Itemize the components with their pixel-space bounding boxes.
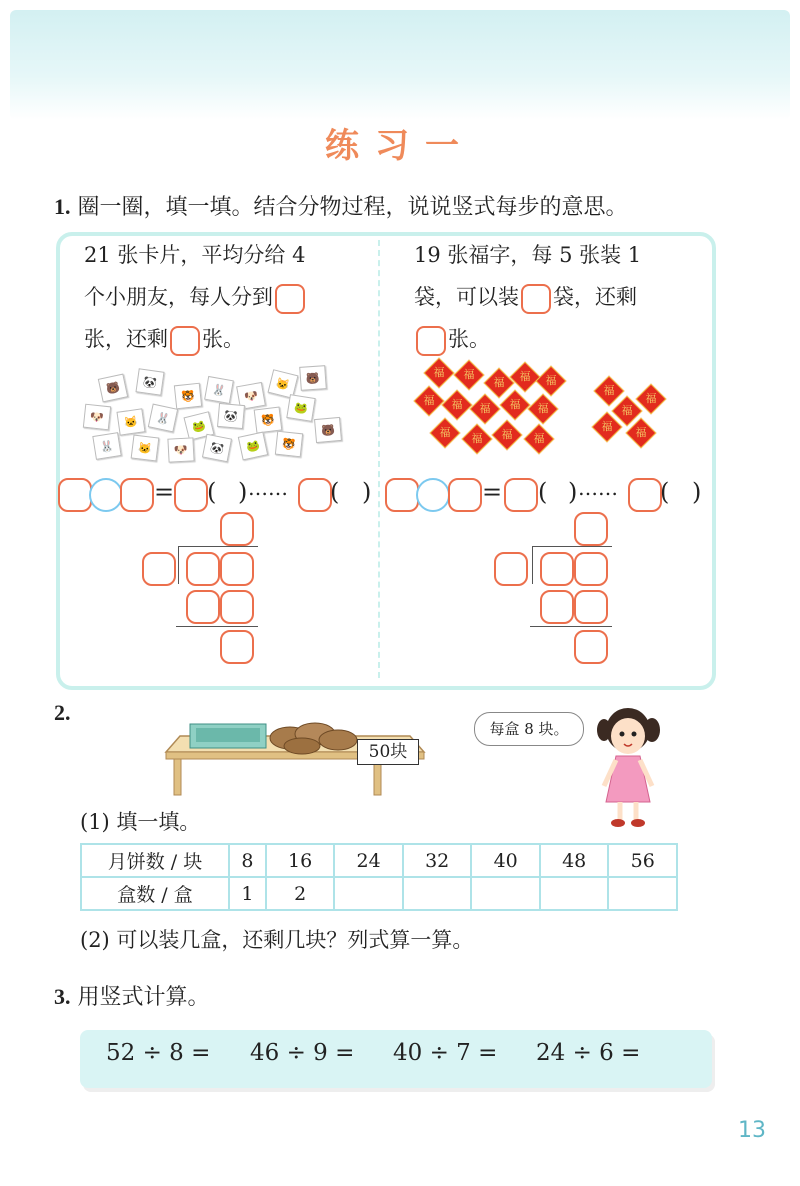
question-3-number: 3. — [54, 984, 71, 1009]
operator-circle[interactable] — [416, 478, 450, 512]
division-bracket — [532, 546, 533, 584]
paren-close: ) — [692, 478, 702, 506]
answer-box[interactable] — [574, 590, 608, 624]
question-2-sub2: (2) 可以装几盒，还剩几块？列式算一算。 — [80, 928, 474, 952]
paren-close: ) — [568, 478, 578, 506]
fu-card: 福 — [453, 359, 484, 390]
animal-card: 🐸 — [238, 432, 268, 461]
question-3-prompt: 用竖式计算。 — [77, 985, 210, 1010]
answer-box[interactable] — [220, 630, 254, 664]
girl-face — [611, 718, 645, 754]
table-cell[interactable]: 2 — [266, 877, 335, 910]
table-cell: 16 — [266, 844, 335, 877]
division-bracket — [178, 546, 179, 584]
table-cell[interactable] — [334, 877, 403, 910]
animal-card: 🐰 — [92, 432, 121, 460]
question-2-number: 2. — [54, 700, 71, 725]
answer-box[interactable] — [220, 590, 254, 624]
question-3-heading — [54, 980, 210, 1011]
mooncake-table — [80, 843, 678, 911]
girl-shoe — [631, 819, 645, 827]
animal-card: 🐯 — [174, 383, 202, 410]
table-cell: 8 — [229, 844, 266, 877]
fu-card: 福 — [535, 365, 566, 396]
table-cell: 56 — [608, 844, 677, 877]
page-number: 13 — [738, 1118, 766, 1143]
calc-expression: 40 ÷ 7 = — [393, 1040, 498, 1066]
animal-card: 🐻 — [314, 417, 342, 443]
answer-box[interactable] — [521, 284, 551, 314]
question-1-heading — [54, 190, 628, 221]
table-cell[interactable] — [403, 877, 472, 910]
table-row — [81, 877, 677, 910]
answer-box[interactable] — [448, 478, 482, 512]
page-title: 练习一 — [325, 126, 475, 166]
table-cell: 32 — [403, 844, 472, 877]
paren-close: ) — [238, 478, 248, 506]
remainder-dots: …… — [248, 476, 288, 500]
fu-card: 福 — [499, 389, 530, 420]
left-line-3 — [84, 318, 307, 360]
question-1-number: 1. — [54, 194, 71, 219]
girl-ponytail — [597, 719, 611, 741]
row-label-mooncakes: 月饼数 / 块 — [81, 844, 229, 877]
table-cell[interactable] — [540, 877, 609, 910]
animal-card: 🐶 — [83, 404, 111, 431]
fu-card: 福 — [469, 393, 500, 424]
answer-box[interactable] — [385, 478, 419, 512]
fu-card: 福 — [441, 389, 472, 420]
animal-card: 🐸 — [286, 394, 315, 422]
fu-card: 福 — [523, 423, 554, 454]
right-problem-text — [414, 234, 641, 360]
left-line-3-end: 张。 — [202, 327, 244, 351]
girl-ponytail — [644, 718, 660, 742]
fu-card: 福 — [625, 417, 656, 448]
left-line-2 — [84, 276, 307, 318]
girl-illustration — [590, 700, 670, 830]
animal-card: 🐼 — [217, 403, 245, 429]
right-line-2-text: 袋，可以装 — [414, 285, 519, 309]
animal-card: 🐯 — [275, 431, 303, 458]
animal-card: 🐸 — [183, 411, 214, 441]
table-cell[interactable] — [471, 877, 540, 910]
answer-box[interactable] — [174, 478, 208, 512]
answer-box[interactable] — [275, 284, 305, 314]
paren-open: ( — [538, 478, 548, 506]
fu-card: 福 — [491, 419, 522, 450]
question-2-heading — [54, 700, 71, 726]
header-band — [10, 10, 790, 120]
right-line-3 — [414, 318, 641, 360]
fu-card: 福 — [527, 393, 558, 424]
paren-open: ( — [207, 478, 217, 506]
calc-expression: 24 ÷ 6 = — [536, 1040, 641, 1066]
question-1-prompt: 圈一圈，填一填。结合分物过程，说说竖式每步的意思。 — [77, 195, 628, 220]
answer-box[interactable] — [220, 512, 254, 546]
left-line-3-text: 张，还剩 — [84, 327, 168, 351]
fu-card: 福 — [509, 361, 540, 392]
answer-box[interactable] — [540, 590, 574, 624]
answer-box[interactable] — [58, 478, 92, 512]
paren-open: ( — [660, 478, 670, 506]
table-row — [81, 844, 677, 877]
answer-box[interactable] — [504, 478, 538, 512]
table-cell[interactable]: 1 — [229, 877, 266, 910]
fu-card: 福 — [413, 385, 444, 416]
paren-open: ( — [330, 478, 340, 506]
subtraction-line — [176, 626, 258, 627]
calc-expression: 52 ÷ 8 = — [106, 1040, 211, 1066]
remainder-dots: …… — [578, 476, 618, 500]
division-bar — [532, 546, 612, 547]
fu-card: 福 — [635, 383, 666, 414]
left-line-1: 21 张卡片，平均分给 4 — [84, 243, 306, 267]
table-cell: 48 — [540, 844, 609, 877]
mooncake-box-lid — [196, 728, 260, 742]
left-line-2-text: 个小朋友，每人分到 — [84, 285, 273, 309]
girl-shoe — [611, 819, 625, 827]
animal-card: 🐰 — [204, 376, 234, 404]
subtraction-line — [530, 626, 612, 627]
row-label-boxes: 盒数 / 盒 — [81, 877, 229, 910]
equals-sign: = — [154, 478, 175, 506]
right-line-3-end: 张。 — [448, 327, 490, 351]
fu-card: 福 — [591, 411, 622, 442]
right-line-1: 19 张福字，每 5 张装 1 — [414, 243, 642, 267]
division-bar — [178, 546, 258, 547]
answer-box[interactable] — [628, 478, 662, 512]
answer-box[interactable] — [416, 326, 446, 356]
right-line-2-mid: 袋，还剩 — [553, 285, 637, 309]
table-cell: 24 — [334, 844, 403, 877]
animal-card: 🐼 — [135, 368, 164, 395]
answer-box[interactable] — [574, 512, 608, 546]
girl-eye — [620, 732, 625, 737]
answer-box[interactable] — [142, 552, 176, 586]
animal-card: 🐶 — [167, 437, 194, 462]
fu-card: 福 — [611, 395, 642, 426]
animal-card: 🐻 — [299, 365, 327, 391]
answer-box[interactable] — [298, 478, 332, 512]
animal-card: 🐱 — [131, 435, 160, 462]
panel-divider — [378, 240, 380, 678]
fu-card: 福 — [461, 423, 492, 454]
fu-card: 福 — [429, 417, 460, 448]
price-tag: 50块 — [357, 739, 419, 765]
fu-card: 福 — [483, 367, 514, 398]
fu-card: 福 — [423, 357, 454, 388]
answer-box[interactable] — [120, 478, 154, 512]
mooncake-pile — [284, 738, 320, 754]
answer-box[interactable] — [574, 552, 608, 586]
animal-card: 🐱 — [267, 369, 298, 399]
animal-card: 🐰 — [148, 404, 178, 433]
animal-card: 🐯 — [254, 407, 283, 434]
equals-sign: = — [482, 478, 503, 506]
answer-box[interactable] — [540, 552, 574, 586]
left-problem-text — [84, 234, 307, 360]
question-2-sub1: (1) 填一填。 — [80, 810, 201, 834]
girl-eye — [632, 732, 637, 737]
answer-box[interactable] — [186, 590, 220, 624]
right-line-2 — [414, 276, 641, 318]
table-leg — [174, 759, 181, 795]
animal-card: 🐶 — [236, 382, 266, 410]
animal-card: 🐼 — [202, 434, 232, 463]
speech-bubble: 每盒 8 块。 — [474, 712, 584, 746]
table-cell: 40 — [471, 844, 540, 877]
answer-box[interactable] — [574, 630, 608, 664]
answer-box[interactable] — [494, 552, 528, 586]
animal-card: 🐱 — [116, 408, 145, 435]
mooncake-pile — [319, 730, 357, 750]
calc-expression: 46 ÷ 9 = — [250, 1040, 355, 1066]
fu-card: 福 — [593, 375, 624, 406]
paren-close: ) — [362, 478, 372, 506]
answer-box[interactable] — [186, 552, 220, 586]
operator-circle[interactable] — [89, 478, 123, 512]
answer-box[interactable] — [220, 552, 254, 586]
table-cell[interactable] — [608, 877, 677, 910]
animal-card: 🐻 — [98, 374, 128, 403]
answer-box[interactable] — [170, 326, 200, 356]
